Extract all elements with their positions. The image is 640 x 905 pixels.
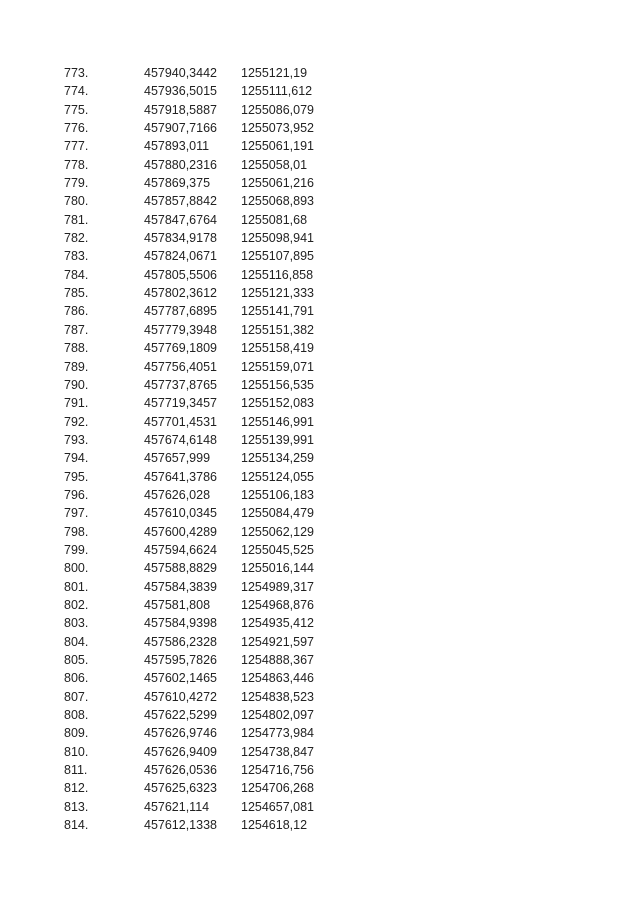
point-number: 793. — [64, 432, 89, 447]
y-coordinate: 1255016,144 — [241, 561, 314, 576]
y-coordinate: 1254618,12 — [241, 818, 308, 833]
point-number: 800. — [64, 561, 89, 576]
coordinate-table — [64, 64, 341, 834]
x-coordinate: 457719,3457 — [144, 396, 217, 411]
y-coordinate: 1254989,317 — [241, 579, 314, 594]
y-coordinate: 1255116,858 — [241, 267, 314, 282]
y-coordinate: 1255156,535 — [241, 377, 314, 392]
point-number: 799. — [64, 542, 89, 557]
y-coordinate: 1255151,382 — [241, 322, 314, 337]
point-number: 777. — [64, 139, 89, 154]
table-row — [64, 229, 341, 247]
x-coordinate: 457824,0671 — [144, 249, 217, 264]
table-row — [64, 504, 341, 522]
point-number: 779. — [64, 176, 89, 191]
y-coordinate: 1255124,055 — [241, 469, 314, 484]
table-row — [64, 174, 341, 192]
x-coordinate: 457769,1809 — [144, 341, 217, 356]
x-coordinate: 457787,6895 — [144, 304, 217, 319]
table-row — [64, 578, 341, 596]
y-coordinate: 1254888,367 — [241, 653, 314, 667]
table-row — [64, 321, 341, 339]
x-coordinate: 457756,4051 — [144, 359, 217, 374]
x-coordinate: 457602,1465 — [144, 671, 217, 686]
table-row — [64, 376, 341, 394]
point-number: 794. — [64, 451, 89, 466]
x-coordinate: 457907,7166 — [144, 121, 217, 136]
point-number: 804. — [64, 634, 89, 649]
x-coordinate: 457674,6148 — [144, 432, 217, 447]
y-coordinate: 1254968,876 — [241, 597, 314, 612]
table-row — [64, 596, 341, 614]
table-row — [64, 101, 341, 119]
x-coordinate: 457594,6624 — [144, 542, 217, 557]
coordinate-table-body — [64, 64, 341, 834]
point-number: 814. — [64, 818, 89, 833]
point-number: 801. — [64, 579, 89, 594]
point-number: 785. — [64, 286, 89, 301]
x-coordinate: 457940,3442 — [144, 66, 217, 80]
point-number: 782. — [64, 231, 89, 246]
x-coordinate: 457626,028 — [144, 487, 211, 502]
table-row — [64, 358, 341, 376]
y-coordinate: 1255158,419 — [241, 341, 314, 356]
x-coordinate: 457936,5015 — [144, 84, 217, 99]
table-row — [64, 156, 341, 174]
point-number: 802. — [64, 597, 89, 612]
point-number: 795. — [64, 469, 89, 484]
table-row — [64, 302, 341, 320]
x-coordinate: 457701,4531 — [144, 414, 217, 429]
table-row — [64, 192, 341, 210]
table-row — [64, 211, 341, 229]
x-coordinate: 457612,1338 — [144, 818, 217, 833]
table-row — [64, 486, 341, 504]
point-number: 778. — [64, 157, 89, 172]
x-coordinate: 457802,3612 — [144, 286, 217, 301]
point-number: 774. — [64, 84, 89, 99]
x-coordinate: 457626,0536 — [144, 763, 217, 778]
table-row — [64, 743, 341, 761]
point-number: 787. — [64, 322, 89, 337]
table-row — [64, 523, 341, 541]
point-number: 783. — [64, 249, 89, 264]
x-coordinate: 457847,6764 — [144, 212, 217, 227]
y-coordinate: 1254921,597 — [241, 634, 314, 649]
table-row — [64, 449, 341, 467]
y-coordinate: 1255045,525 — [241, 542, 314, 557]
x-coordinate: 457641,3786 — [144, 469, 217, 484]
y-coordinate: 1255134,259 — [241, 451, 314, 466]
x-coordinate: 457626,9746 — [144, 726, 217, 741]
x-coordinate: 457737,8765 — [144, 377, 217, 392]
y-coordinate: 1255062,129 — [241, 524, 314, 539]
x-coordinate: 457834,9178 — [144, 231, 217, 246]
x-coordinate: 457622,5299 — [144, 708, 217, 723]
y-coordinate: 1255058,01 — [241, 157, 308, 172]
y-coordinate: 1254863,446 — [241, 671, 314, 686]
y-coordinate: 1254706,268 — [241, 781, 314, 796]
point-number: 775. — [64, 102, 89, 117]
point-number: 811. — [64, 763, 88, 778]
y-coordinate: 1255068,893 — [241, 194, 314, 209]
point-number: 806. — [64, 671, 89, 686]
y-coordinate: 1255098,941 — [241, 231, 314, 246]
x-coordinate: 457581,808 — [144, 597, 211, 612]
y-coordinate: 1255107,895 — [241, 249, 314, 264]
table-row — [64, 339, 341, 357]
table-row — [64, 82, 341, 100]
x-coordinate: 457610,0345 — [144, 506, 217, 521]
y-coordinate: 1255061,216 — [241, 176, 314, 191]
table-row — [64, 284, 341, 302]
point-number: 789. — [64, 359, 89, 374]
table-row — [64, 247, 341, 265]
point-number: 813. — [64, 799, 89, 814]
point-number: 788. — [64, 341, 89, 356]
x-coordinate: 457584,3839 — [144, 579, 217, 594]
table-row — [64, 64, 341, 82]
x-coordinate: 457588,8829 — [144, 561, 217, 576]
y-coordinate: 1255111,612 — [241, 84, 313, 99]
table-row — [64, 779, 341, 797]
point-number: 808. — [64, 708, 89, 723]
point-number: 792. — [64, 414, 89, 429]
table-row — [64, 761, 341, 779]
point-number: 773. — [64, 66, 89, 80]
x-coordinate: 457610,4272 — [144, 689, 217, 704]
table-row — [64, 137, 341, 155]
x-coordinate: 457779,3948 — [144, 322, 217, 337]
x-coordinate: 457586,2328 — [144, 634, 217, 649]
table-row — [64, 798, 341, 816]
x-coordinate: 457893,011 — [144, 139, 210, 154]
point-number: 790. — [64, 377, 89, 392]
table-row — [64, 119, 341, 137]
table-row — [64, 706, 341, 724]
table-row — [64, 633, 341, 651]
x-coordinate: 457657,999 — [144, 451, 211, 466]
y-coordinate: 1254773,984 — [241, 726, 314, 741]
table-row — [64, 413, 341, 431]
y-coordinate: 1255139,991 — [241, 432, 314, 447]
x-coordinate: 457625,6323 — [144, 781, 217, 796]
y-coordinate: 1255073,952 — [241, 121, 314, 136]
y-coordinate: 1255106,183 — [241, 487, 314, 502]
table-row — [64, 651, 341, 669]
x-coordinate: 457918,5887 — [144, 102, 217, 117]
point-number: 803. — [64, 616, 89, 631]
table-row — [64, 669, 341, 687]
x-coordinate: 457857,8842 — [144, 194, 217, 209]
x-coordinate: 457584,9398 — [144, 616, 217, 631]
point-number: 786. — [64, 304, 89, 319]
x-coordinate: 457621,114 — [144, 799, 210, 814]
y-coordinate: 1254716,756 — [241, 763, 314, 778]
point-number: 798. — [64, 524, 89, 539]
table-row — [64, 559, 341, 577]
y-coordinate: 1255152,083 — [241, 396, 314, 411]
x-coordinate: 457626,9409 — [144, 744, 217, 759]
table-row — [64, 614, 341, 632]
table-row — [64, 431, 341, 449]
point-number: 776. — [64, 121, 89, 136]
y-coordinate: 1254738,847 — [241, 744, 314, 759]
y-coordinate: 1255159,071 — [241, 359, 314, 374]
y-coordinate: 1255121,19 — [241, 66, 308, 80]
point-number: 807. — [64, 689, 89, 704]
table-row — [64, 724, 341, 742]
point-number: 805. — [64, 653, 89, 667]
point-number: 812. — [64, 781, 89, 796]
point-number: 791. — [64, 396, 89, 411]
point-number: 781. — [64, 212, 89, 227]
y-coordinate: 1255141,791 — [241, 304, 314, 319]
y-coordinate: 1254935,412 — [241, 616, 314, 631]
y-coordinate: 1254802,097 — [241, 708, 314, 723]
x-coordinate: 457600,4289 — [144, 524, 217, 539]
table-row — [64, 541, 341, 559]
point-number: 797. — [64, 506, 89, 521]
y-coordinate: 1255121,333 — [241, 286, 314, 301]
point-number: 780. — [64, 194, 89, 209]
point-number: 796. — [64, 487, 89, 502]
y-coordinate: 1255081,68 — [241, 212, 308, 227]
table-row — [64, 816, 341, 834]
y-coordinate: 1254838,523 — [241, 689, 314, 704]
y-coordinate: 1255084,479 — [241, 506, 314, 521]
table-row — [64, 688, 341, 706]
point-number: 784. — [64, 267, 89, 282]
table-row — [64, 468, 341, 486]
x-coordinate: 457805,5506 — [144, 267, 217, 282]
y-coordinate: 1255086,079 — [241, 102, 314, 117]
y-coordinate: 1255146,991 — [241, 414, 314, 429]
table-row — [64, 394, 341, 412]
x-coordinate: 457595,7826 — [144, 653, 217, 667]
x-coordinate: 457869,375 — [144, 176, 211, 191]
table-row — [64, 266, 341, 284]
point-number: 810. — [64, 744, 89, 759]
x-coordinate: 457880,2316 — [144, 157, 217, 172]
y-coordinate: 1254657,081 — [241, 799, 314, 814]
y-coordinate: 1255061,191 — [241, 139, 314, 154]
point-number: 809. — [64, 726, 89, 741]
